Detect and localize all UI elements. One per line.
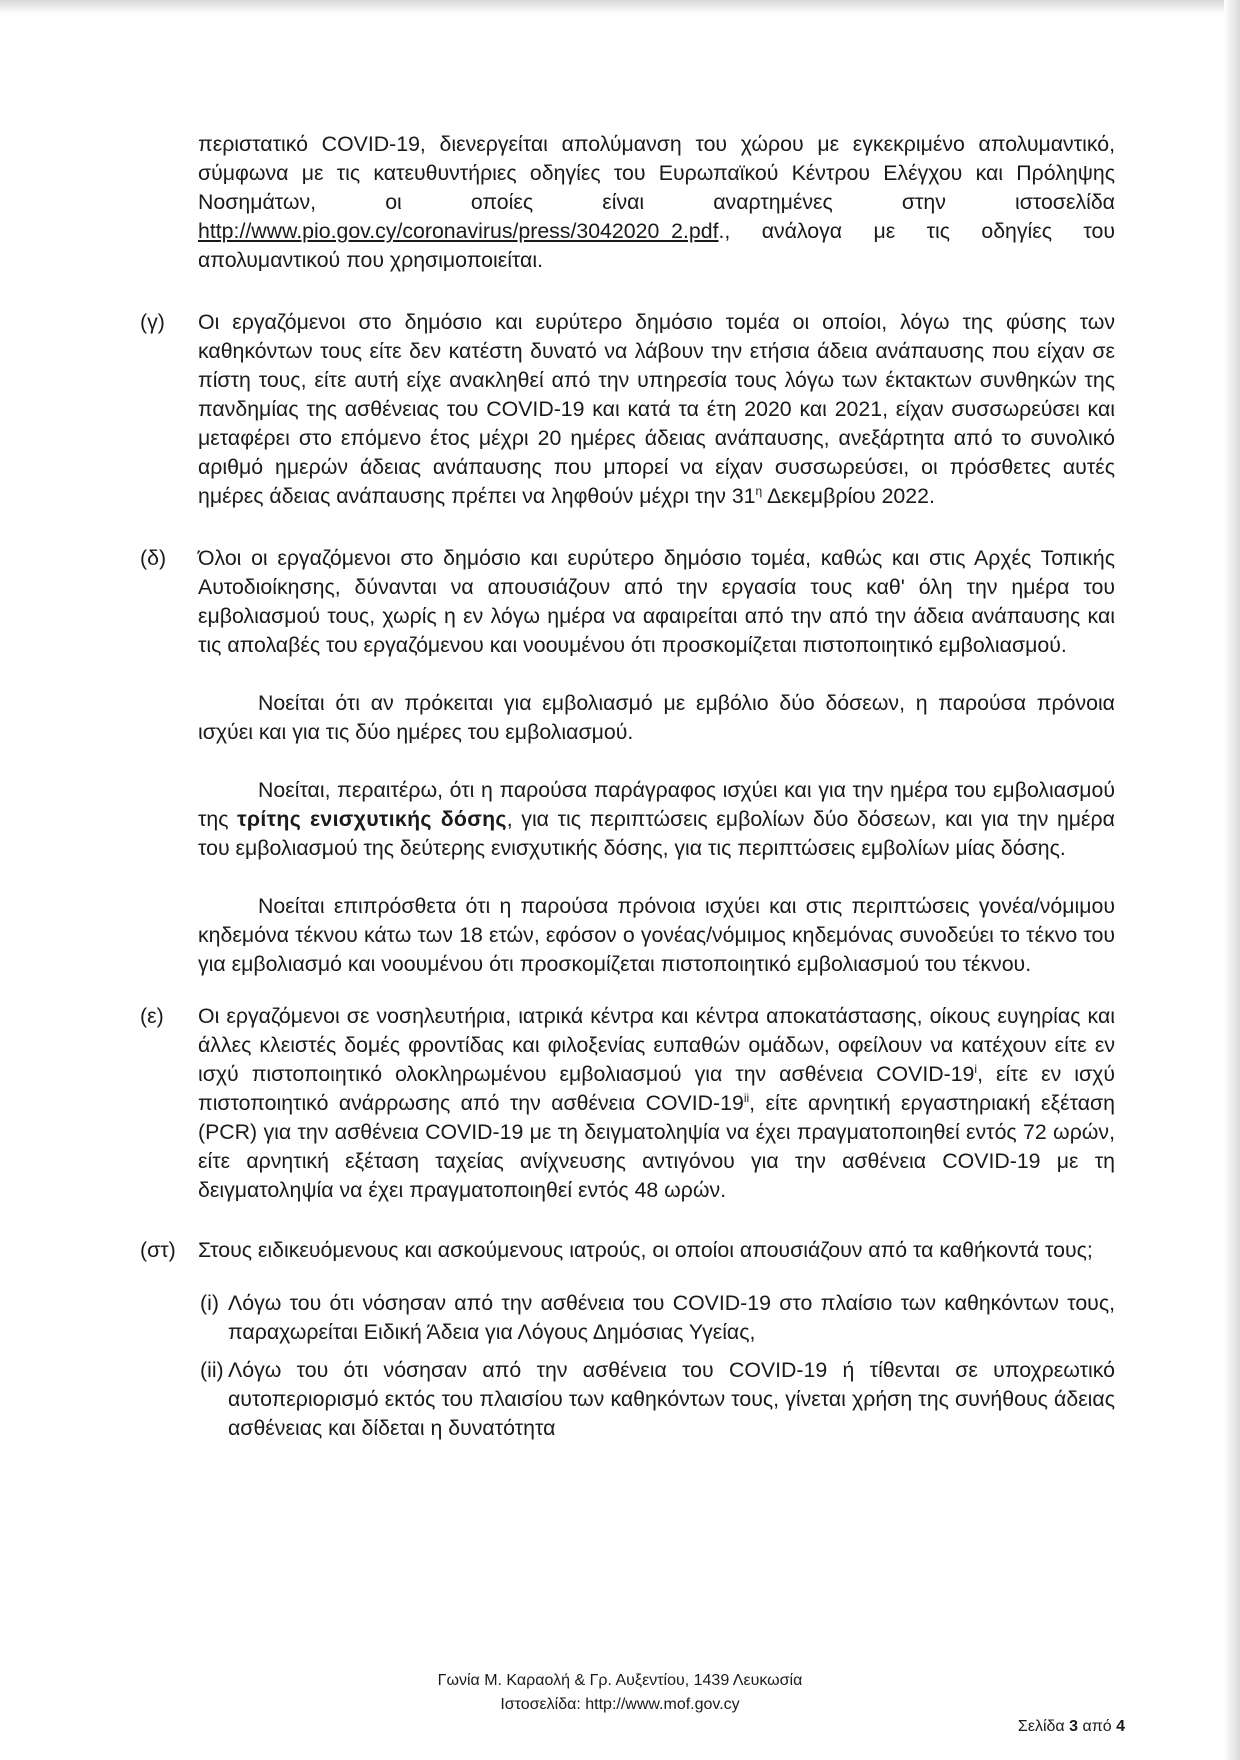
item-g-body: Οι εργαζόμενοι στο δημόσιο και ευρύτερο δημόσιο τομέα οι οποίοι, λόγω της φύσης των καθηκόντων τους είτε δεν κατέστη δυνατό να λάβουν την ετήσια άδεια ανάπαυσης που είχαν σε πίστη τους, είτε αυτή είχε ανακληθεί από την υπηρεσία τους λόγω των έκτακτων συνθηκών της πανδημίας της ασθένειας του COVID-19 και κατά τα έτη 2020 και 2021, είχαν συσσωρεύσει και μεταφέρει στο επόμενο έτος μέχρι 20 ημέρες άδειας ανάπαυσης, ανεξάρτητα από το συνολικό αριθμό ημερών άδειας ανάπαυσης που μπορεί να είχαν συσσωρεύσει, οι πρόσθετες αυτές ημέρες άδειας ανάπαυσης πρέπει να ληφθούν μέχρι την 31 [198,310,1115,508]
item-g [140,308,1115,511]
item-e-t1: Οι εργαζόμενοι σε νοσηλευτήρια, ιατρικά κέντρα και κέντρα αποκατάστασης, οίκους ευγηρίας και άλλες κλειστές δομές φροντίδας και φιλοξενίας ευπαθών ομάδων, οφείλουν να κατέχουν είτε εν ισχύ πιστοποιητικό ολοκληρωμένου εμβολιασμού για την ασθένεια COVID-19 [198,1004,1115,1086]
intro-paragraph [140,130,1115,275]
document-body [140,130,1115,1443]
item-e-t3: , είτε αρνητική εργαστηριακή εξέταση (PCR) για την ασθένεια COVID-19 με τη δειγματοληψία να έχει πραγματοποιηθεί εντός 72 ωρών, είτε αρνητική εξέταση ταχείας ανίχνευσης αντιγόνου για την ασθένεια COVID-19 με τη δειγματοληψία να έχει πραγματοποιηθεί εντός 48 ωρών. [198,1091,1115,1202]
item-st-marker: (στ) [140,1238,176,1262]
scan-edge-right [1224,0,1240,1760]
intro-text: περιστατικό COVID-19, διενεργείται απολύμανση του χώρου με εγκεκριμένο απολυμαντικό, σύμφωνα με τις κατευθυντήριες οδηγίες του Ευρωπαϊκού Κέντρου Ελέγχου και Πρόληψης Νοσημάτων, οι οποίες είναι αναρτημένες στην ιστοσελίδα [198,132,1115,214]
item-d-para3: Νοείται επιπρόσθετα ότι η παρούσα πρόνοια ισχύει και στις περιπτώσεις γονέα/νόμιμου κηδεμόνα τέκνου κάτω των 18 ετών, εφόσον ο γονέας/νόμιμος κηδεμόνας συνοδεύει το τέκνο του για εμβολιασμό και νοουμένου ότι προσκομίζεται πιστοποιητικό εμβολιασμού του τέκνου. [198,894,1115,976]
footer-website: Ιστοσελίδα: http://www.mof.gov.cy [500,1696,740,1713]
page-current: 3 [1069,1718,1079,1735]
item-d-para2-end: , για τις περιπτώσεις εμβολίων δύο δόσεων, και για την ημέρα του εμβολιασμού της δεύτερης ενισχυτικής δόσης, για τις περιπτώσεις εμβολίων μίας δόσης. [198,807,1115,860]
subitem-i-text: Λόγω του ότι νόσησαν από την ασθένεια του COVID-19 στο πλαίσιο των καθηκόντων τους, παραχωρείται Ειδική Άδεια για Λόγους Δημόσιας Υγείας, [228,1291,1115,1344]
page-number [1018,1718,1125,1736]
item-st [140,1236,1115,1265]
footer-address: Γωνία Μ. Καραολή & Γρ. Αυξεντίου, 1439 Λευκωσία [437,1672,803,1689]
item-e-marker: (ε) [140,1004,164,1028]
item-e-text [198,1002,1115,1205]
item-d-para2 [198,776,1115,863]
subitem-i-marker: (i) [200,1291,219,1315]
item-g-sup: η [755,483,763,498]
intro-text-end: ., ανάλογα με τις οδηγίες του απολυμαντικού που χρησιμοποιείται. [198,219,1115,272]
page-label: Σελίδα [1017,1718,1070,1735]
item-g-text [198,308,1115,511]
item-g-marker: (γ) [140,310,165,334]
item-d-para1: Νοείται ότι αν πρόκειται για εμβολιασμό με εμβόλιο δύο δόσεων, η παρούσα πρόνοια ισχύει και για τις δύο ημέρες του εμβολιασμού. [198,691,1115,744]
item-d-marker: (δ) [140,546,167,570]
item-st-text: Στους ειδικευόμενους και ασκούμενους ιατρούς, οι οποίοι απουσιάζουν από τα καθήκοντά τους; [198,1238,1093,1262]
item-e-sup2: ii [743,1090,750,1105]
page-total: 4 [1116,1718,1125,1735]
subitem-ii-marker: (ii) [200,1358,224,1382]
pio-link[interactable]: http://www.pio.gov.cy/coronavirus/press/3042020_2.pdf [198,219,719,243]
subitem-ii-text: Λόγω του ότι νόσησαν από την ασθένεια του COVID-19 ή τίθενται σε υποχρεωτικό αυτοπεριορισμό εκτός του πλαισίου των καθηκόντων τους, γίνεται χρήση της συνήθους άδειας ασθένειας και δίδεται η δυνατότητα [228,1358,1115,1440]
subitem-ii [140,1356,1115,1443]
item-e [140,1002,1115,1205]
item-d [140,544,1115,979]
subitem-i [140,1289,1115,1347]
item-e-t2: , είτε εν ισχύ πιστοποιητικό ανάρρωσης από την ασθένεια COVID-19 [198,1062,1115,1115]
scan-edge-top [0,0,1240,14]
page-of: από [1078,1718,1117,1735]
item-g-end: Δεκεμβρίου 2022. [762,484,935,508]
item-d-text: Όλοι οι εργαζόμενοι στο δημόσιο και ευρύτερο δημόσιο τομέα, καθώς και στις Αρχές Τοπικής Αυτοδιοίκησης, δύνανται να απουσιάζουν από την εργασία τους καθ' όλη την ημέρα του εμβολιασμού τους, χωρίς η εν λόγω ημέρα να αφαιρείται από την από την άδεια ανάπαυσης και τις απολαβές του εργαζόμενου και νοουμένου ότι προσκομίζεται πιστοποιητικό εμβολιασμού. [198,546,1115,657]
item-e-sup1: i [974,1061,978,1076]
item-d-para2-start: Νοείται, περαιτέρω, ότι η παρούσα παράγραφος ισχύει και για την ημέρα του εμβολιασμού της [198,778,1115,831]
item-d-para2-bold: τρίτης ενισχυτικής δόσης [237,807,507,831]
